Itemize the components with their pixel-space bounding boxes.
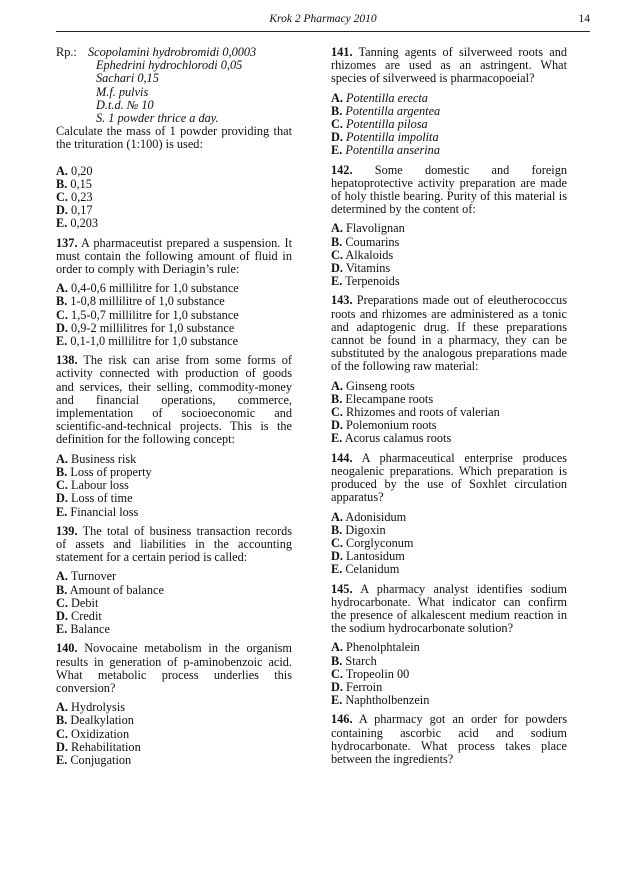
option-letter: A. xyxy=(56,163,68,178)
rp-line: S. 1 powder thrice a day. xyxy=(96,111,219,126)
option-letter: C. xyxy=(331,117,343,132)
option-text: Debit xyxy=(71,595,99,610)
option-letter: B. xyxy=(331,103,343,118)
option-text: 0,4-0,6 millilitre for 1,0 substance xyxy=(71,281,239,296)
rp-line: Scopolamini hydrobromidi 0,0003 xyxy=(88,45,257,59)
question-text: Preparations made out of eleutherococcus roots and rhizomes are administered as a tonic and adaptogenic drug. If these preparations cannot be found in a pharmacy, they can be substituted by the analogous preparations made of the following raw material: xyxy=(331,293,567,374)
option-text: Naphtholbenzein xyxy=(345,693,430,708)
option xyxy=(331,432,567,445)
question-text: Tanning agents of silverweed roots and rhizomes are used as an astringent. What species of silverweed is pharmacopoeial? xyxy=(331,45,567,86)
left-column xyxy=(56,46,292,773)
question-text: The total of business transaction records of assets and liabilities in the accounting statement for a certain period is called: xyxy=(56,523,292,565)
option-text: Alkaloids xyxy=(345,247,394,262)
page-number: 14 xyxy=(578,13,590,25)
option-letter: C. xyxy=(331,247,343,262)
header-rule xyxy=(56,31,590,32)
option-letter: D. xyxy=(56,608,68,623)
option-text: Rhizomes and roots of valerian xyxy=(346,405,500,420)
option-letter: C. xyxy=(56,726,68,741)
rp-line: Sachari 0,15 xyxy=(96,71,159,86)
option-text: Adonisidum xyxy=(345,509,407,524)
question-143 xyxy=(331,294,567,373)
option-text: Oxidization xyxy=(71,726,130,741)
option xyxy=(56,217,292,230)
option-letter: B. xyxy=(56,713,68,728)
option-letter: D. xyxy=(331,261,343,276)
option-text: Loss of property xyxy=(70,464,152,479)
option-letter: B. xyxy=(331,653,343,668)
option-letter: C. xyxy=(331,535,343,550)
question-number: 138. xyxy=(56,353,78,368)
option-letter: D. xyxy=(56,491,68,506)
option-letter: A. xyxy=(331,640,343,655)
option-text: 0,203 xyxy=(70,216,99,231)
question-140-options xyxy=(56,701,292,767)
option-letter: D. xyxy=(331,549,343,564)
question-144-options xyxy=(331,511,567,577)
rp-label: Rp.: xyxy=(56,45,77,59)
option-text: Digoxin xyxy=(345,522,386,537)
option-letter: A. xyxy=(331,221,343,236)
option xyxy=(56,623,292,636)
rp-line: M.f. pulvis xyxy=(96,84,149,99)
question-text: A pharmaceutist prepared a suspension. It must contain the following amount of fluid in order to comply with Deriagin’s rule: xyxy=(56,235,292,277)
option-letter: A. xyxy=(56,569,68,584)
question-text: Some domestic and foreign hepatoprotective activity preparation are made of holy thistle bearing. Purity of this material is determined by the content of: xyxy=(331,162,567,217)
option-letter: D. xyxy=(331,130,343,145)
option-letter: D. xyxy=(56,739,68,754)
option-letter: E. xyxy=(331,693,343,708)
option-text: Tropeolin 00 xyxy=(345,666,410,681)
question-138-options xyxy=(56,453,292,519)
option-text: Conjugation xyxy=(70,752,132,767)
right-column xyxy=(331,46,567,772)
option-text: 0,17 xyxy=(71,203,93,218)
question-144 xyxy=(331,452,567,505)
option-letter: E. xyxy=(56,334,68,349)
option-letter: D. xyxy=(331,679,343,694)
option-text: Dealkylation xyxy=(70,713,134,728)
option-text: Turnover xyxy=(70,569,117,584)
question-number: 139. xyxy=(56,523,78,538)
question-text: Novocaine metabolism in the organism results in generation of p-aminobenzoic acid. What metabolic process underlies this conversion? xyxy=(56,641,293,695)
rp-line: D.t.d. № 10 xyxy=(96,97,154,112)
option-text: Hydrolysis xyxy=(71,700,126,715)
option-text: Polemonium roots xyxy=(346,418,437,433)
question-number: 140. xyxy=(56,641,78,656)
question-138 xyxy=(56,354,292,446)
question-140 xyxy=(56,642,292,695)
option-text: Corglyconum xyxy=(346,535,414,550)
option-text: Labour loss xyxy=(71,478,129,493)
option-letter: E. xyxy=(331,431,343,446)
option-letter: E. xyxy=(56,504,68,519)
prescription xyxy=(56,46,292,125)
option-letter: D. xyxy=(56,320,68,335)
option-text: Vitamins xyxy=(345,261,391,276)
question-number: 144. xyxy=(331,450,353,465)
question-text: A pharmaceutical enterprise produces neogalenic preparations. Which preparation is produced by the use of Soxhlet circulation apparatus? xyxy=(331,450,567,505)
option xyxy=(331,144,567,157)
question-145-options xyxy=(331,641,567,707)
question-number: 141. xyxy=(331,45,353,59)
option-letter: C. xyxy=(56,307,68,322)
option-text: Starch xyxy=(345,653,377,668)
question-137-options xyxy=(56,282,292,348)
option-text: 1-0,8 millilitre of 1,0 substance xyxy=(70,294,225,309)
option-text: Balance xyxy=(70,622,110,637)
option-text: Coumarins xyxy=(345,234,400,249)
option-letter: E. xyxy=(331,143,343,158)
option-text: Potentilla pilosa xyxy=(346,117,428,132)
option-text: Flavolignan xyxy=(346,221,405,236)
option-text: Financial loss xyxy=(70,504,139,519)
header-title: Krok 2 Pharmacy 2010 xyxy=(269,13,377,25)
rp-lines xyxy=(88,46,292,125)
option-letter: B. xyxy=(331,522,343,537)
option-text: 0,9-2 millilitres for 1,0 substance xyxy=(71,320,235,335)
option-text: 0,15 xyxy=(70,176,92,191)
question-number: 145. xyxy=(331,581,353,596)
option-text: Elecampane roots xyxy=(345,391,434,406)
option-text: Potentilla impolita xyxy=(346,130,439,145)
page-header xyxy=(56,11,590,33)
option-letter: B. xyxy=(56,294,68,309)
option-letter: C. xyxy=(331,405,343,420)
option xyxy=(331,563,567,576)
option-text: Business risk xyxy=(71,451,137,466)
question-139-options xyxy=(56,570,292,636)
option-text: Acorus calamus roots xyxy=(344,431,452,446)
option-letter: B. xyxy=(331,391,343,406)
option-letter: C. xyxy=(56,595,68,610)
question-146 xyxy=(331,713,567,766)
option-letter: B. xyxy=(56,464,68,479)
option-letter: B. xyxy=(331,234,343,249)
option-letter: C. xyxy=(331,666,343,681)
option-text: 0,1-1,0 millilitre for 1,0 substance xyxy=(70,334,239,349)
option xyxy=(56,506,292,519)
question-text: The risk can arise from some forms of activity connected with production of goods and services, their selling, commodity-money and financial operations, commerce, implementation of socioeconomic and scientific-and-technical projects. This is the definition for the following concept: xyxy=(56,353,293,447)
question-137 xyxy=(56,237,292,277)
option-letter: A. xyxy=(56,451,68,466)
option-text: Celanidum xyxy=(345,562,400,577)
rp-question: Calculate the mass of 1 powder providing that the trituration (1:100) is used: xyxy=(56,124,292,152)
option-text: Ferroin xyxy=(346,679,383,694)
option-text: 0,23 xyxy=(71,190,93,205)
option-letter: B. xyxy=(56,176,68,191)
option-letter: E. xyxy=(56,216,68,231)
question-143-options xyxy=(331,380,567,446)
option xyxy=(56,754,292,767)
question-number: 143. xyxy=(331,293,353,308)
option-text: Phenolphtalein xyxy=(346,640,420,655)
option-text: Ginseng roots xyxy=(346,378,415,393)
option-letter: A. xyxy=(331,378,343,393)
question-139 xyxy=(56,525,292,565)
question-number: 142. xyxy=(331,162,353,177)
question-text: A pharmacy analyst identifies sodium hydrocarbonate. What indicator can confirm the presence of alkalescent medium reaction in the sodium hydrocarbonate solution? xyxy=(331,581,567,636)
question-number: 146. xyxy=(331,712,353,727)
option-letter: C. xyxy=(56,478,68,493)
option-letter: D. xyxy=(56,203,68,218)
option xyxy=(331,694,567,707)
question-text: A pharmacy got an order for powders containing ascorbic acid and sodium hydrocarbonate. What process takes place between the ingredients? xyxy=(331,712,567,766)
option-text: Potentilla argentea xyxy=(345,103,441,118)
option-text: Credit xyxy=(71,608,102,623)
rp-line: Ephedrini hydrochlorodi 0,05 xyxy=(96,58,243,73)
option xyxy=(56,335,292,348)
question-142-options xyxy=(331,222,567,288)
option-text: Lantosidum xyxy=(346,549,405,564)
question-145 xyxy=(331,583,567,636)
option-letter: E. xyxy=(56,622,68,637)
option-text: Amount of balance xyxy=(69,582,164,597)
option-letter: D. xyxy=(331,418,343,433)
option-letter: B. xyxy=(56,582,68,597)
option-text: 1,5-0,7 millilitre for 1,0 substance xyxy=(71,307,239,322)
option-letter: A. xyxy=(331,509,343,524)
option-text: Loss of time xyxy=(71,491,133,506)
option-text: Potentilla anserina xyxy=(345,143,440,158)
option-text: Rehabilitation xyxy=(71,739,141,754)
option-letter: A. xyxy=(56,700,68,715)
option-letter: E. xyxy=(331,562,343,577)
option-letter: C. xyxy=(56,190,68,205)
option-text: 0,20 xyxy=(71,163,93,178)
option-letter: E. xyxy=(331,274,343,289)
question-141-options xyxy=(331,92,567,158)
option xyxy=(331,275,567,288)
question-number: 137. xyxy=(56,235,78,250)
option-text: Terpenoids xyxy=(345,274,400,289)
rp-options xyxy=(56,165,292,231)
question-141 xyxy=(331,46,567,86)
question-142 xyxy=(331,164,567,217)
option-letter: A. xyxy=(56,281,68,296)
option-text: Potentilla erecta xyxy=(346,90,428,105)
option-letter: A. xyxy=(331,90,343,105)
option-letter: E. xyxy=(56,752,68,767)
